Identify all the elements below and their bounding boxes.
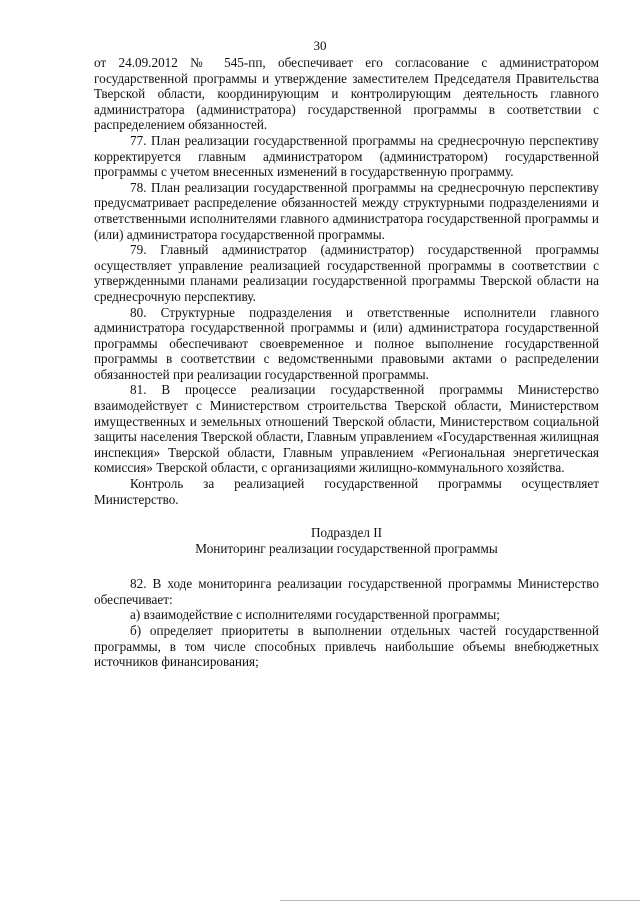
paragraph-control: Контроль за реализацией государственной программы осуществляет Министерство. <box>94 476 599 507</box>
paragraph-82b: б) определяет приоритеты в выполнении отдельных частей государственной программы, в том числе способных привлечь наибольшие объемы внебюджетных источников финансирования; <box>94 623 599 670</box>
page-edge-line <box>280 900 640 901</box>
paragraph-82: 82. В ходе мониторинга реализации государственной программы Министерство обеспечивает: <box>94 576 599 607</box>
page-number: 30 <box>313 38 327 53</box>
paragraph-continuation: от 24.09.2012 № 545-пп, обеспечивает его согласование с администратором государственной программы и утверждение заместителем Председателя Правительства Тверской области, координирующим и контролирующим деятельность главного администратора (администратора) государственной программы в соответствии с распределением обязанностей. <box>94 55 599 133</box>
subsection-title: Мониторинг реализации государственной программы <box>195 541 498 557</box>
paragraph-78: 78. План реализации государственной программы на среднесрочную перспективу предусматривает распределение обязанностей между структурными подразделениями и ответственными исполнителями главного администратора государственной программы и (или) администратора государственной программы. <box>94 179 599 242</box>
paragraph-79: 79. Главный администратор (администратор) государственной программы осуществляет управление реализацией государственной программы в соответствии с утвержденными планами реализации государственной программы Тверской области на среднесрочную перспективу. <box>94 242 599 304</box>
paragraph-80: 80. Структурные подразделения и ответственные исполнители главного администратора государственной программы и (или) администратора государственной программы обеспечивают своевременное и полное выполнение государственной программы в соответствии с ведомственными правовыми актами о распределении обязанностей при реализации государственной программы. <box>94 304 599 382</box>
paragraph-77: 77. План реализации государственной программы на среднесрочную перспективу корректируется главным администратором (администратором) государственной программы с учетом внесенных изменений в государственную программу. <box>94 132 599 180</box>
subsection-number: Подраздел II <box>310 525 383 541</box>
paragraph-81: 81. В процессе реализации государственной программы Министерство взаимодействует с Министерством строительства Тверской области, Министерством имущественных и земельных отношений Тверской области, Министерством социальной защиты населения Тверской области, Главным управлением «Государственная жилищная инспекция» Тверской области, Главным управлением «Региональная энергетическая комиссия» Тверской области, с организациями жилищно-коммунального хозяйства. <box>94 382 599 476</box>
document-body <box>94 55 599 670</box>
paragraph-82a: а) взаимодействие с исполнителями государственной программы; <box>130 607 500 623</box>
